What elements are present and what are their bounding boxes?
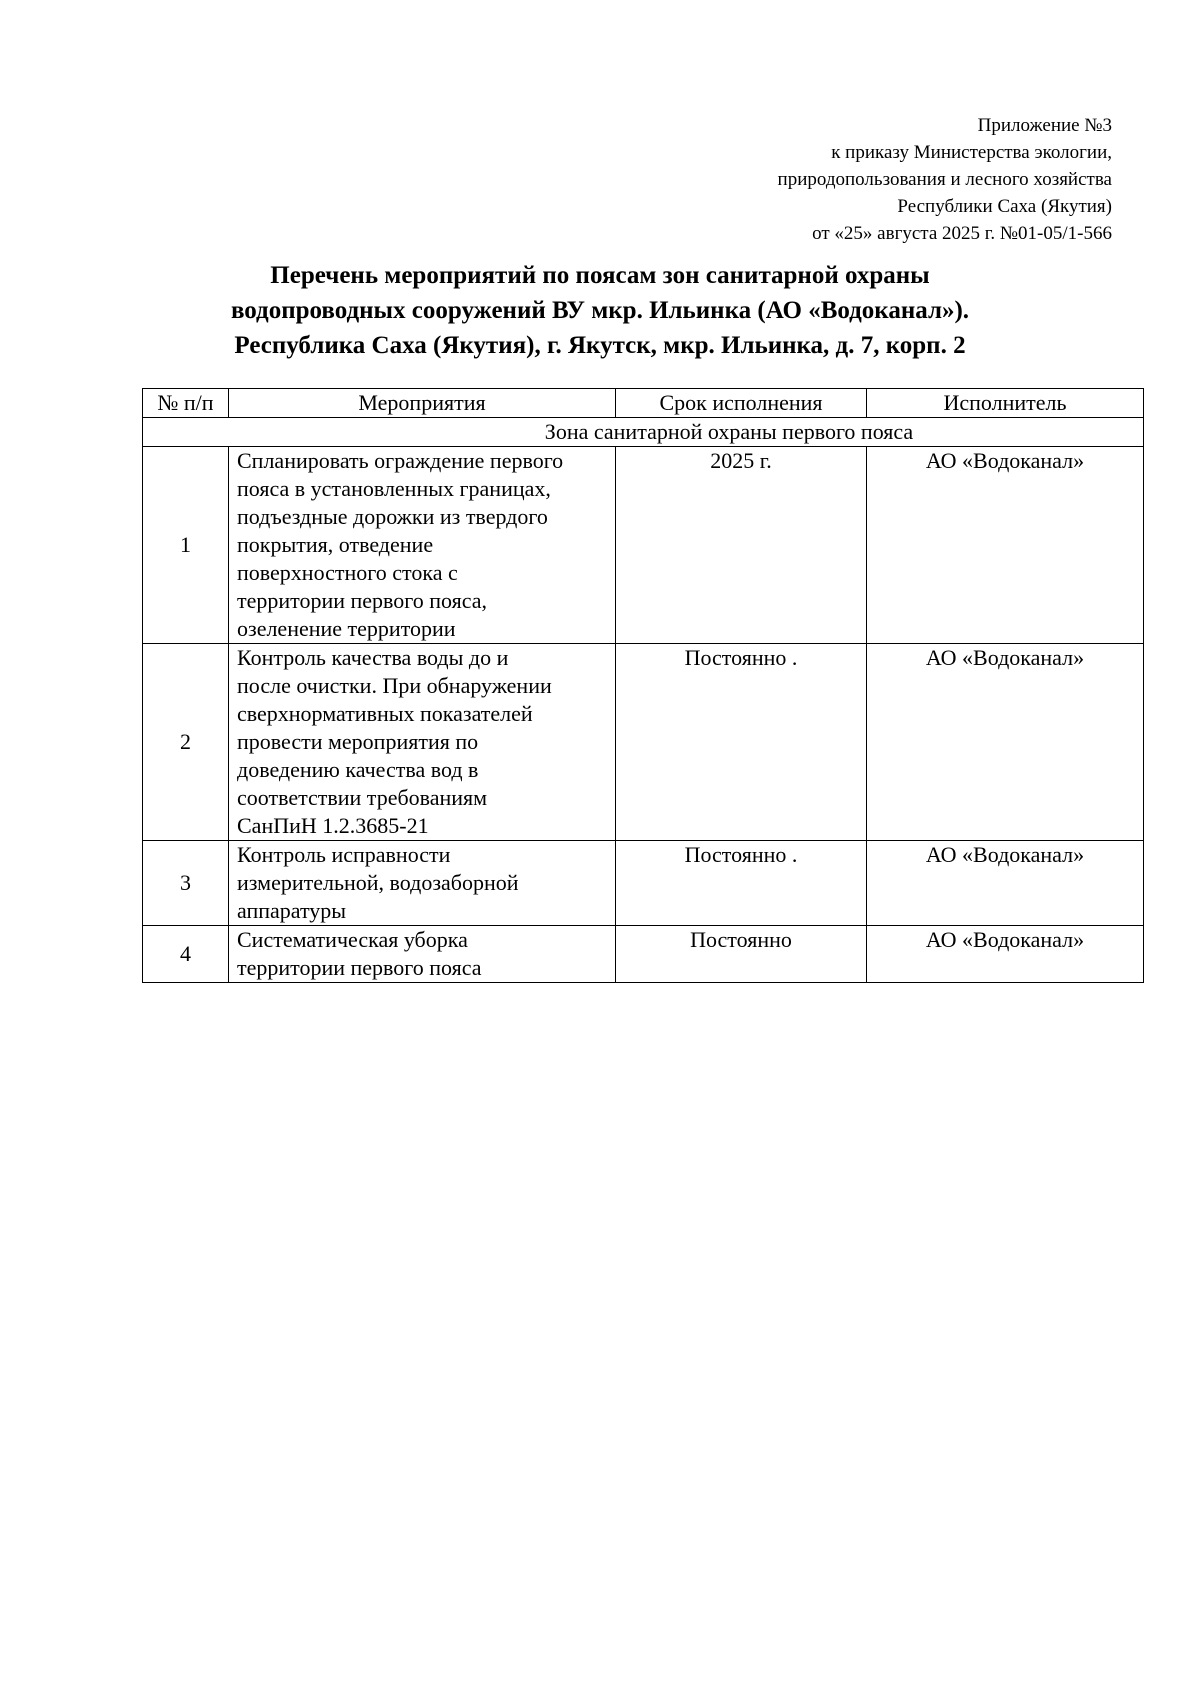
measure-line: измерительной, водозаборной bbox=[237, 870, 519, 895]
measure-line: соответствии требованиям bbox=[237, 785, 488, 810]
header-executor: Исполнитель bbox=[867, 389, 1144, 418]
measure-line: покрытия, отведение bbox=[237, 532, 434, 557]
row-num: 3 bbox=[143, 841, 229, 926]
measure-line: Контроль качества воды до и bbox=[237, 645, 509, 670]
zone-title: Зона санитарной охраны первого пояса bbox=[143, 418, 1144, 447]
row-measure bbox=[229, 644, 616, 841]
zone-row bbox=[143, 418, 1144, 447]
measure-line: СанПиН 1.2.3685-21 bbox=[237, 813, 429, 838]
measure-line: Систематическая уборка bbox=[237, 927, 468, 952]
measure-line: территории первого пояса bbox=[237, 955, 482, 980]
appendix-line: от «25» августа 2025 г. №01-05/1-566 bbox=[812, 223, 1112, 244]
row-num: 1 bbox=[143, 447, 229, 644]
measure-line: сверхнормативных показателей bbox=[237, 701, 533, 726]
row-measure bbox=[229, 841, 616, 926]
measure-line: территории первого пояса, bbox=[237, 588, 488, 613]
appendix-block bbox=[512, 112, 1112, 247]
header-measure: Мероприятия bbox=[229, 389, 616, 418]
row-term: Постоянно bbox=[616, 926, 867, 983]
measure-line: подъездные дорожки из твердого bbox=[237, 504, 548, 529]
measure-line: Контроль исправности bbox=[237, 842, 451, 867]
measure-line: провести мероприятия по bbox=[237, 729, 479, 754]
row-term: Постоянно . bbox=[616, 644, 867, 841]
measure-line: после очистки. При обнаружении bbox=[237, 673, 552, 698]
appendix-line: природопользования и лесного хозяйства bbox=[777, 169, 1112, 190]
table-row bbox=[143, 841, 1144, 926]
row-executor: АО «Водоканал» bbox=[867, 926, 1144, 983]
title-line: водопроводных сооружений ВУ мкр. Ильинка (АО «Водоканал»). bbox=[230, 297, 970, 324]
row-measure bbox=[229, 926, 616, 983]
row-term: Постоянно . bbox=[616, 841, 867, 926]
measure-line: озеленение территории bbox=[237, 616, 456, 641]
measure-line: пояса в установленных границах, bbox=[237, 476, 551, 501]
table-row bbox=[143, 447, 1144, 644]
row-num: 4 bbox=[143, 926, 229, 983]
appendix-line: Приложение №3 bbox=[977, 115, 1112, 136]
measures-table bbox=[142, 388, 1144, 983]
table-row bbox=[143, 644, 1144, 841]
appendix-line: Республики Саха (Якутия) bbox=[897, 196, 1112, 217]
measure-line: доведению качества вод в bbox=[237, 757, 479, 782]
title-line: Республика Саха (Якутия), г. Якутск, мкр. Ильинка, д. 7, корп. 2 bbox=[234, 332, 966, 359]
row-executor: АО «Водоканал» bbox=[867, 644, 1144, 841]
header-term: Срок исполнения bbox=[616, 389, 867, 418]
measure-line: поверхностного стока с bbox=[237, 560, 458, 585]
appendix-line: к приказу Министерства экологии, bbox=[831, 142, 1112, 163]
row-num: 2 bbox=[143, 644, 229, 841]
table-header-row bbox=[143, 389, 1144, 418]
row-measure bbox=[229, 447, 616, 644]
row-executor: АО «Водоканал» bbox=[867, 841, 1144, 926]
document-title bbox=[100, 258, 1100, 363]
measure-line: Спланировать ограждение первого bbox=[237, 448, 564, 473]
table-row bbox=[143, 926, 1144, 983]
header-num: № п/п bbox=[143, 389, 229, 418]
measure-line: аппаратуры bbox=[237, 898, 347, 923]
title-line: Перечень мероприятий по поясам зон санитарной охраны bbox=[270, 262, 930, 289]
row-term: 2025 г. bbox=[616, 447, 867, 644]
row-executor: АО «Водоканал» bbox=[867, 447, 1144, 644]
